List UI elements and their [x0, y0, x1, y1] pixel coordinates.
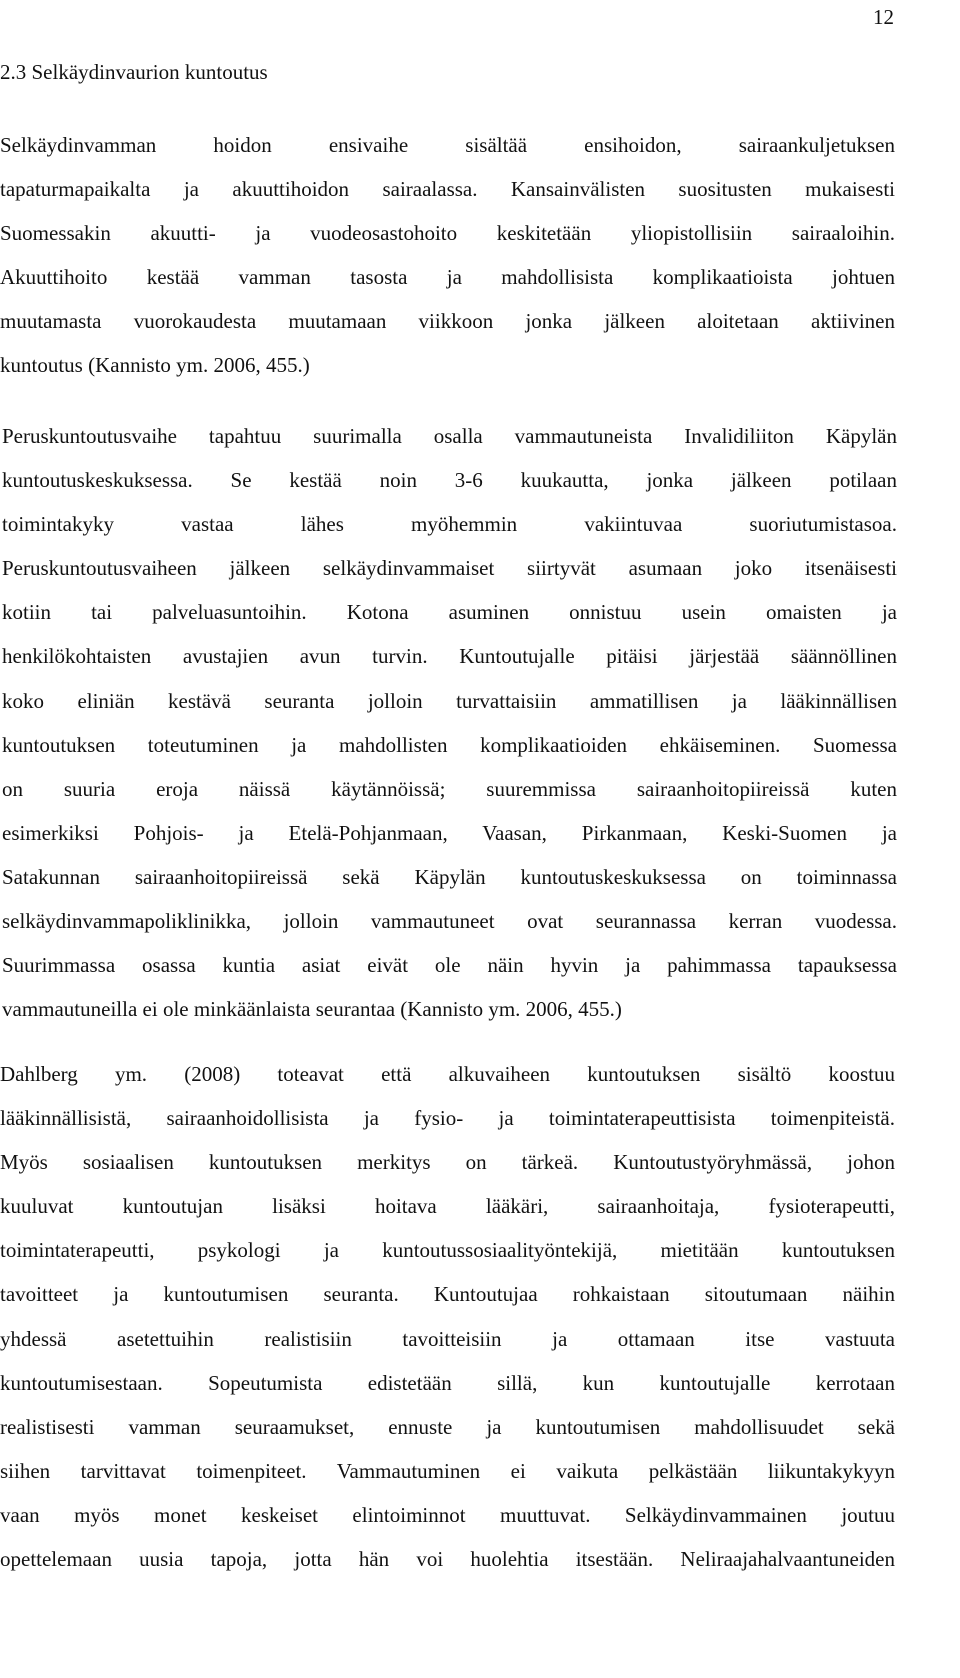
text-line: henkilökohtaisten avustajien avun turvin. Kuntoutujalle pitäisi järjestää säännöllinen	[2, 644, 897, 669]
text-line: Akuuttihoito kestää vamman tasosta ja mahdollisista komplikaatioista johtuen	[0, 265, 895, 290]
text-line: tavoitteet ja kuntoutumisen seuranta. Kuntoutujaa rohkaistaan sitoutumaan näihin	[0, 1282, 895, 1307]
text-line: Myös sosiaalisen kuntoutuksen merkitys on tärkeä. Kuntoutustyöryhmässä, johon	[0, 1150, 895, 1175]
text-line: kuuluvat kuntoutujan lisäksi hoitava lääkäri, sairaanhoitaja, fysioterapeutti,	[0, 1194, 895, 1219]
text-line: selkäydinvammapoliklinikka, jolloin vammautuneet ovat seurannassa kerran vuodessa.	[2, 909, 897, 934]
text-line: lääkinnällisistä, sairaanhoidollisista ja fysio- ja toimintaterapeuttisista toimenpiteistä.	[0, 1106, 895, 1131]
text-line: kuntoutuskeskuksessa. Se kestää noin 3-6 kuukautta, jonka jälkeen potilaan	[2, 468, 897, 493]
paragraph-1	[0, 123, 895, 388]
text-line: kuntoutumisestaan. Sopeutumista edistetään sillä, kun kuntoutujalle kerrotaan	[0, 1370, 895, 1395]
text-line: Selkäydinvamman hoidon ensivaihe sisältää ensihoidon, sairaankuljetuksen	[0, 133, 895, 157]
paragraph-2	[2, 414, 897, 1031]
text-line: vaan myös monet keskeiset elintoiminnot muuttuvat. Selkäydinvammainen joutuu	[0, 1502, 895, 1527]
text-line: vammautuneilla ei ole minkäänlaista seurantaa (Kannisto ym. 2006, 455.)	[2, 997, 622, 1022]
text-line: muutamasta vuorokaudesta muutamaan viikkoon jonka jälkeen aloitetaan aktiivinen	[0, 309, 895, 334]
text-line: on suuria eroja näissä käytännöissä; suuremmissa sairaanhoitopiireissä kuten	[2, 776, 897, 801]
text-line: realistisesti vamman seuraamukset, ennuste ja kuntoutumisen mahdollisuudet sekä	[0, 1414, 895, 1439]
text-line: kuntoutuksen toteutuminen ja mahdollisten komplikaatioiden ehkäiseminen. Suomessa	[2, 732, 897, 757]
text-line: Peruskuntoutusvaiheen jälkeen selkäydinvammaiset siirtyvät asumaan joko itsenäisesti	[2, 556, 897, 581]
text-line: Suurimmassa osassa kuntia asiat eivät ole näin hyvin ja pahimmassa tapauksessa	[2, 953, 897, 978]
text-line: yhdessä asetettuihin realistisiin tavoitteisiin ja ottamaan itse vastuuta	[0, 1326, 895, 1351]
text-line: tapaturmapaikalta ja akuuttihoidon sairaalassa. Kansainvälisten suositusten mukaisesti	[0, 177, 895, 202]
text-line: toimintaterapeutti, psykologi ja kuntoutussosiaalityöntekijä, mietitään kuntoutuksen	[0, 1238, 895, 1263]
page-number: 12	[873, 5, 894, 29]
text-line: kotiin tai palveluasuntoihin. Kotona asuminen onnistuu usein omaisten ja	[2, 600, 897, 625]
text-line: opettelemaan uusia tapoja, jotta hän voi huolehtia itsestään. Neliraajahalvaantuneiden	[0, 1547, 895, 1572]
text-line: Satakunnan sairaanhoitopiireissä sekä Käpylän kuntoutuskeskuksessa on toiminnassa	[2, 864, 897, 889]
text-line: kuntoutus (Kannisto ym. 2006, 455.)	[0, 353, 310, 378]
text-line: toimintakyky vastaa lähes myöhemmin vakiintuvaa suoriutumistasoa.	[2, 512, 897, 537]
text-line: Dahlberg ym. (2008) toteavat että alkuvaiheen kuntoutuksen sisältö koostuu	[0, 1062, 895, 1086]
paragraph-3	[0, 1052, 895, 1581]
text-line: esimerkiksi Pohjois- ja Etelä-Pohjanmaan, Vaasan, Pirkanmaan, Keski-Suomen ja	[2, 820, 897, 845]
text-line: koko eliniän kestävä seuranta jolloin turvattaisiin ammatillisen ja lääkinnällisen	[2, 688, 897, 713]
section-heading: 2.3 Selkäydinvaurion kuntoutus	[0, 60, 268, 84]
text-line: Peruskuntoutusvaihe tapahtuu suurimalla osalla vammautuneista Invalidiliiton Käpylän	[2, 424, 897, 448]
text-line: siihen tarvittavat toimenpiteet. Vammautuminen ei vaikuta pelkästään liikuntakykyyn	[0, 1458, 895, 1483]
text-line: Suomessakin akuutti- ja vuodeosastohoito keskitetään yliopistollisiin sairaaloihin.	[0, 221, 895, 246]
